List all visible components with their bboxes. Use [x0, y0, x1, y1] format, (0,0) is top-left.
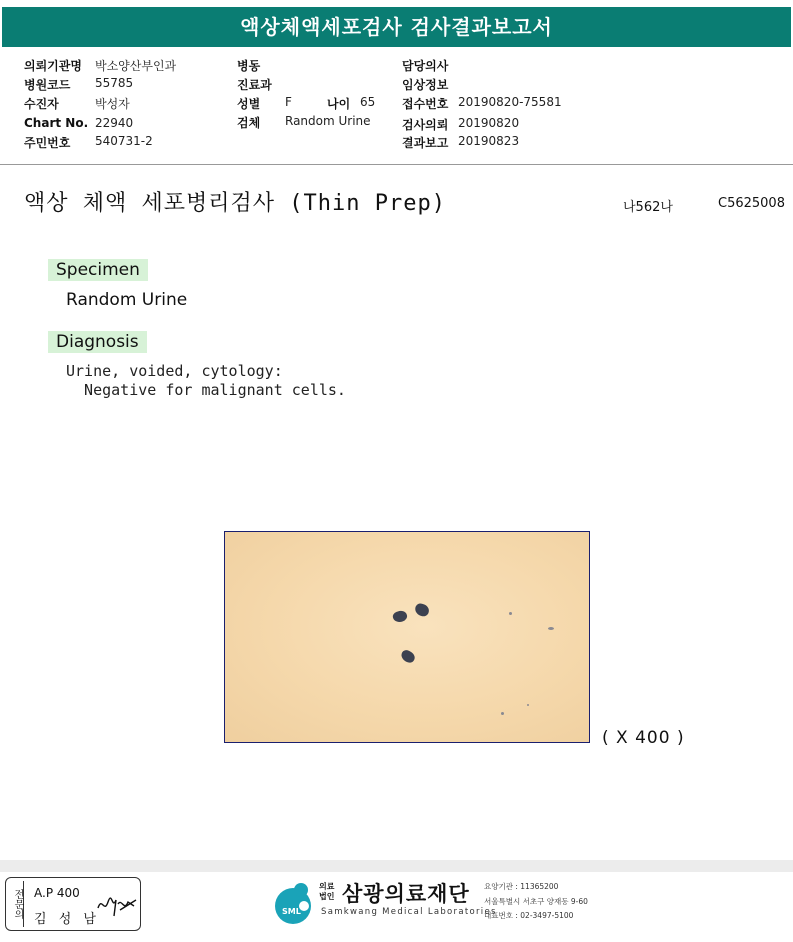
info-receipt-no: 접수번호 20190820-75581 — [402, 95, 562, 111]
report-title: 액상 체액 세포병리검사 (Thin Prep) — [24, 191, 446, 216]
debris-speck — [527, 704, 529, 706]
info-sex: 성별 F — [237, 95, 292, 111]
info-hospital-name: 의뢰기관명 박소양산부인과 — [24, 59, 177, 73]
info-request-date: 검사의뢰 20190820 — [402, 116, 520, 132]
org-english-name: Samkwang Medical Laboratories — [321, 907, 497, 917]
diagnosis-section-label: Diagnosis — [48, 331, 147, 353]
specimen-section-label: Specimen — [48, 259, 148, 281]
info-report-date: 결과보고 20190823 — [402, 134, 520, 150]
report-header-title: 액상체액세포검사 검사결과보고서 — [2, 7, 791, 47]
org-institution-code: 요양기관 : 11365200 — [484, 882, 559, 891]
diagnosis-line-1: Urine, voided, cytology: — [66, 362, 283, 380]
info-chart-no: Chart No. 22940 — [24, 116, 134, 130]
org-phone: 대표번호 : 02-3497-5100 — [484, 911, 574, 920]
cell-cluster — [414, 602, 431, 617]
report-footer — [0, 872, 793, 942]
info-department: 진료과 — [237, 78, 272, 92]
signature-box — [5, 877, 141, 931]
info-specimen-type: 검체 Random Urine — [237, 114, 371, 130]
debris-speck — [501, 712, 504, 715]
cell-cluster — [392, 609, 409, 624]
ap-number: A.P 400 — [34, 886, 80, 900]
sml-logo-icon — [270, 880, 316, 926]
magnification-label: ( X 400 ) — [602, 728, 685, 748]
doctor-name: 김 성 남 — [34, 912, 100, 927]
info-clinical: 임상정보 — [402, 78, 449, 92]
org-type-line-1: 의료 — [319, 882, 335, 891]
org-name: 삼광의료재단 — [342, 882, 470, 906]
diagnosis-text — [66, 362, 346, 400]
info-hospital-code: 병원코드 55785 — [24, 76, 134, 92]
org-type-line-2: 법인 — [319, 892, 335, 901]
org-address: 서울특별시 서초구 양재동 9-60 — [484, 897, 588, 906]
microscope-image — [224, 531, 590, 743]
info-patient-name: 수진자 박성자 — [24, 97, 130, 111]
specialist-label: 전문의 — [9, 881, 24, 927]
patient-info-block — [0, 50, 793, 165]
info-physician: 담당의사 — [402, 59, 449, 73]
specimen-value: Random Urine — [66, 290, 188, 310]
org-type-label — [319, 882, 334, 902]
diagnosis-line-2: Negative for malignant cells. — [66, 381, 346, 399]
signature-icon — [94, 890, 138, 920]
report-code-1: 나562나 — [623, 200, 673, 215]
info-ward: 병동 — [237, 59, 261, 73]
report-code-2: C5625008 — [718, 196, 785, 211]
debris-speck — [548, 627, 554, 630]
info-age: 나이 65 — [327, 95, 376, 111]
debris-speck — [509, 612, 512, 615]
info-resident-no: 주민번호 540731-2 — [24, 134, 153, 150]
cell-cluster — [399, 649, 416, 665]
logo-text: SML — [282, 907, 301, 916]
